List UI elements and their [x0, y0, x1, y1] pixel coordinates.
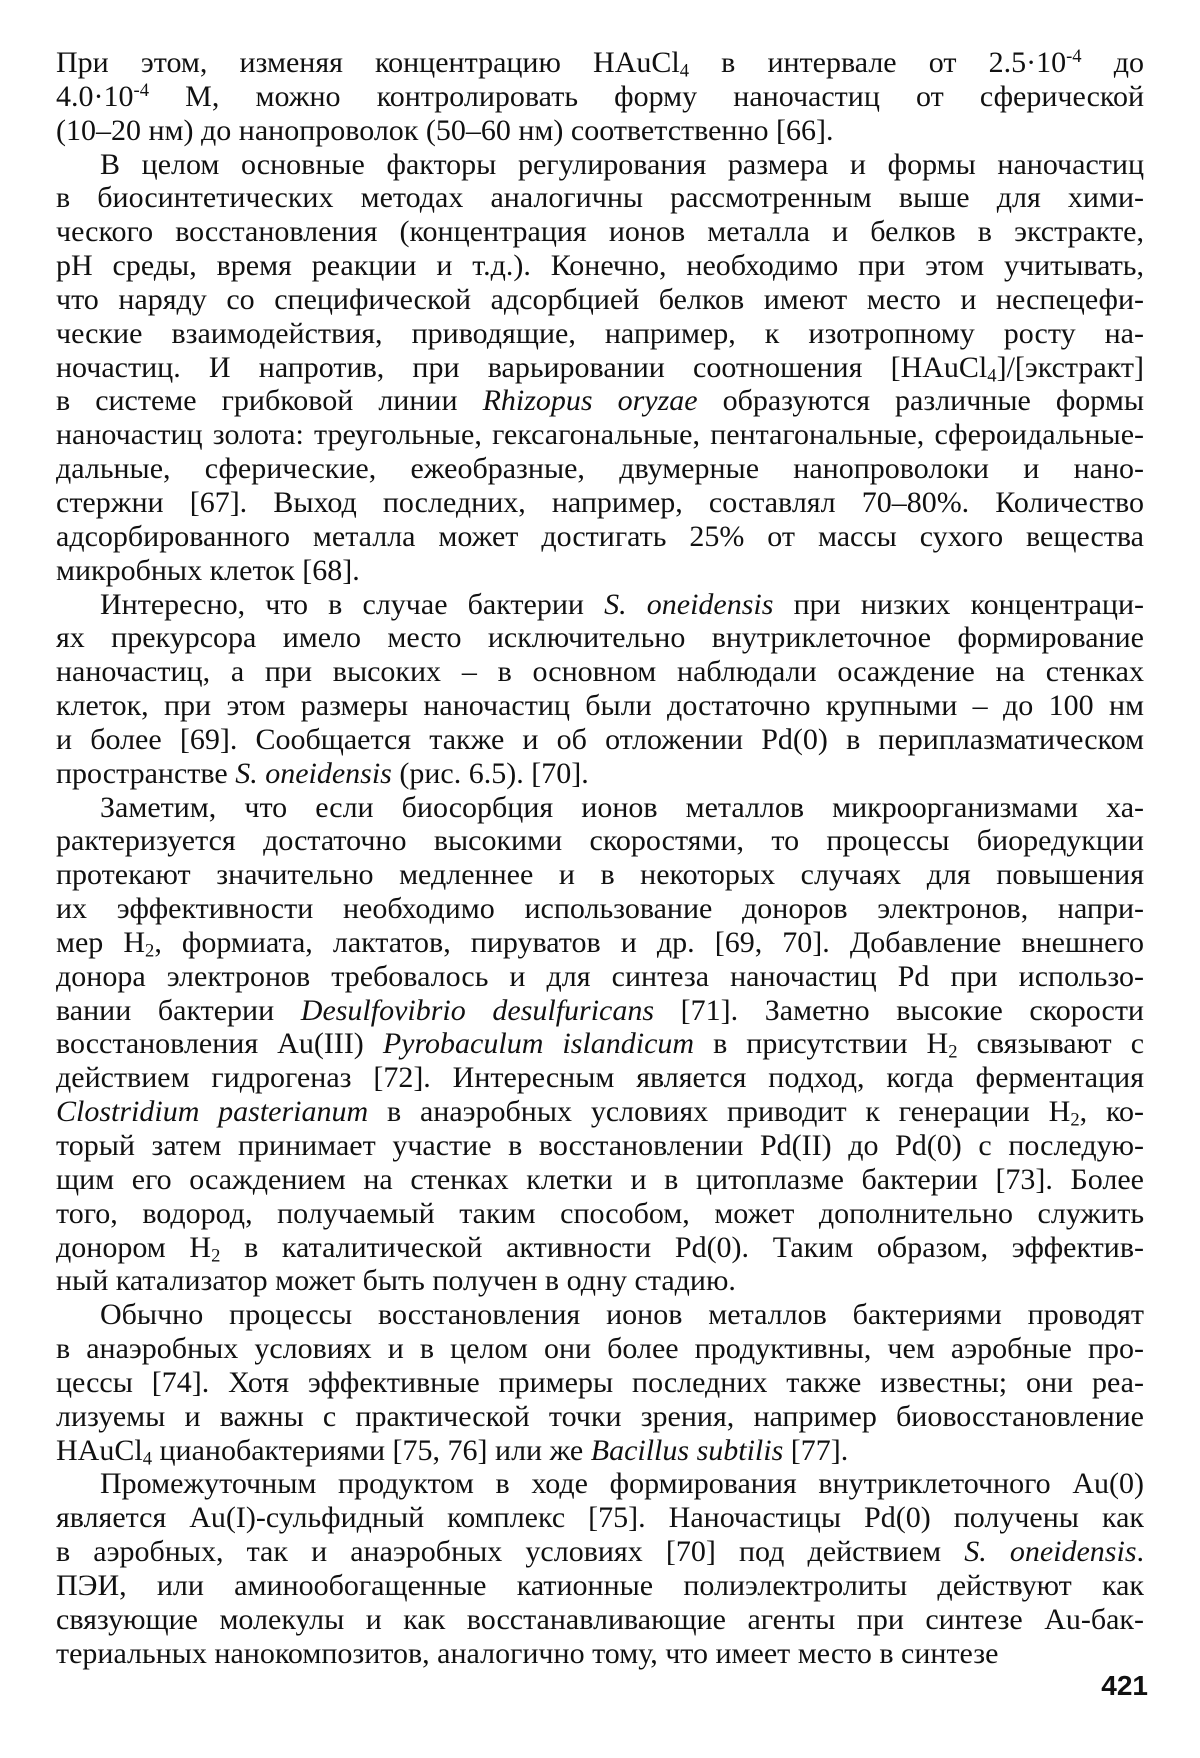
text-line: вании бактерии Desulfovibrio desulfuricans [71]. Заметно высокие скорости: [56, 993, 1144, 1027]
text-line: HAuCl$_4$ цианобактериями [75, 76] или же Bacillus subtilis [77].: [56, 1433, 849, 1468]
text-line: В целом основные факторы регулирования размера и формы наночастиц: [100, 147, 1144, 181]
text-line: (10–20 нм) до нанопроволок (50–60 нм) соответственно [66].: [56, 113, 834, 147]
text-line: щим его осаждением на стенках клетки и в цитоплазме бактерии [73]. Более: [56, 1162, 1144, 1196]
text-line: териальных нанокомпозитов, аналогично тому, что имеет место в синтезе: [56, 1636, 999, 1670]
text-line: микробных клеток [68].: [56, 553, 360, 587]
paragraph: [56, 1467, 1144, 1670]
paragraph: [56, 46, 1144, 148]
text-line: их эффективности необходимо использование доноров электронов, напри-: [56, 892, 1144, 926]
text-line: клеток, при этом размеры наночастиц были достаточно крупными – до 100 нм: [56, 689, 1144, 723]
text-line: Clostridium pasterianum в анаэробных условиях приводит к генерации $H_2$, ко-: [56, 1095, 1144, 1129]
page-number: 421: [1101, 1670, 1148, 1701]
text-line: торый затем принимает участие в восстановлении Pd(II) до Pd(0) с последую-: [56, 1129, 1144, 1162]
text-line: в биосинтетических методах аналогичны рассмотренным выше для хими-: [56, 181, 1144, 215]
paragraph: [56, 588, 1144, 791]
text-line: протекают значительно медленнее и в некоторых случаях для повышения: [56, 858, 1144, 892]
text-line: Заметим, что если биосорбция ионов металлов микроорганизмами ха-: [100, 790, 1144, 824]
text-line: ПЭИ, или аминообогащенные катионные полиэлектролиты действуют как: [56, 1568, 1144, 1602]
text-line: действием гидрогеназ [72]. Интересным является подход, когда ферментация: [56, 1061, 1144, 1095]
text-line: и более [69]. Сообщается также и об отложении Pd(0) в периплазматическом: [56, 722, 1144, 756]
text-line: связующие молекулы и как восстанавливающие агенты при синтезе Au-бак-: [56, 1602, 1144, 1636]
text-line: Интересно, что в случае бактерии S. oneidensis при низких концентраци-: [100, 587, 1144, 621]
text-line: ный катализатор может быть получен в одну стадию.: [56, 1264, 736, 1298]
text-line: цессы [74]. Хотя эффективные примеры последних также известны; они реа-: [56, 1365, 1144, 1399]
text-line: пространстве S. oneidensis (рис. 6.5). [70].: [56, 756, 589, 790]
text-line: наночастиц, а при высоких – в основном наблюдали осаждение на стенках: [56, 655, 1144, 689]
text-line: того, водород, получаемый таким способом, может дополнительно служить: [56, 1196, 1144, 1230]
text-line: ях прекурсора имело место исключительно внутриклеточное формирование: [56, 621, 1144, 655]
text-line: Промежуточным продуктом в ходе формирования внутриклеточного Au(0): [100, 1467, 1144, 1501]
text-line: наночастиц золота: треугольные, гексагональные, пентагональные, сфероидальные-: [56, 418, 1144, 452]
text-line: лизуемы и важны с практической точки зрения, например биовосстановление: [56, 1399, 1144, 1433]
text-line: донора электронов требовалось и для синтеза наночастиц Pd при использо-: [56, 959, 1144, 993]
text-line: ческие взаимодействия, приводящие, например, к изотропному росту на-: [56, 316, 1144, 350]
paragraph: [56, 791, 1144, 1299]
text-line: в аэробных, так и анаэробных условиях [70] под действием S. oneidensis.: [56, 1535, 1144, 1569]
paragraph: [56, 148, 1144, 588]
text-line: ночастиц. И напротив, при варьировании соотношения [HAuCl$_4$]/[экстракт]: [56, 350, 1144, 385]
text-line: При этом, изменяя концентрацию HAuCl$_4$ в интервале от $2.5\cdot 10^{-4}$ до: [56, 46, 1144, 80]
text-line: что наряду со специфической адсорбцией белков имеют место и неспецефи-: [56, 282, 1144, 316]
paragraph: [56, 1298, 1144, 1467]
text-line: является Au(I)-сульфидный комплекс [75]. Наночастицы Pd(0) получены как: [56, 1501, 1144, 1535]
text-line: адсорбированного металла может достигать 25% от массы сухого вещества: [56, 519, 1144, 553]
text-line: дальные, сферические, ежеобразные, двумерные нанопроволоки и нано-: [56, 452, 1144, 486]
text-line: Обычно процессы восстановления ионов металлов бактериями проводят: [100, 1298, 1144, 1332]
text-line: рактеризуется достаточно высокими скоростями, то процессы биоредукции: [56, 824, 1144, 858]
text-line: pH среды, время реакции и т.д.). Конечно, необходимо при этом учитывать,: [56, 249, 1144, 283]
text-line: ческого восстановления (концентрация ионов металла и белков в экстракте,: [56, 215, 1144, 249]
text-line: стержни [67]. Выход последних, например, составлял 70–80%. Количество: [56, 485, 1144, 519]
text-line: в анаэробных условиях и в целом они более продуктивны, чем аэробные про-: [56, 1332, 1144, 1366]
text-line: мер $H_2$, формиата, лактатов, пируватов и др. [69, 70]. Добавление внешнего: [56, 925, 1144, 960]
text-line: восстановления Au(III) Pyrobaculum islandicum в присутствии $H_2$ связывают с: [56, 1027, 1144, 1062]
text-line: $4.0\cdot 10^{-4}$ М, можно контролировать форму наночастиц от сферической: [56, 79, 1144, 113]
text-line: в системе грибковой линии Rhizopus oryzae образуются различные формы: [56, 384, 1144, 418]
body-text: [56, 46, 1144, 1671]
text-line: донором $H_2$ в каталитической активности Pd(0). Таким образом, эффектив-: [56, 1230, 1144, 1265]
